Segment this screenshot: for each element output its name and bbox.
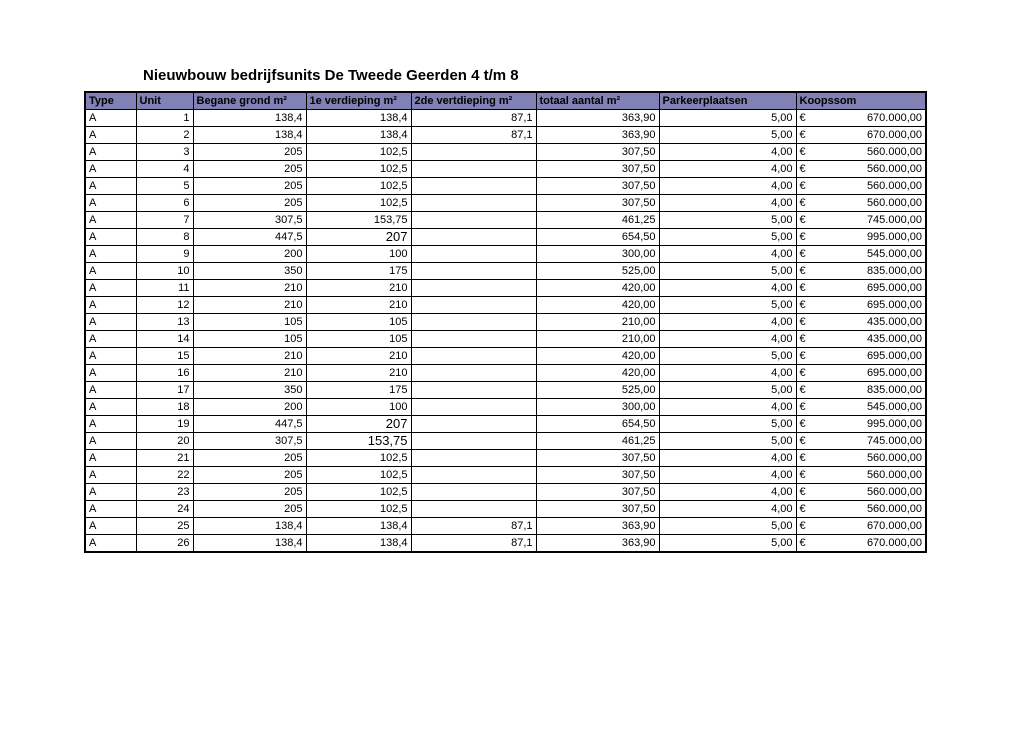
cell-2de-verdieping — [411, 450, 536, 467]
cell-type: A — [85, 416, 136, 433]
cell-unit: 26 — [136, 535, 193, 553]
cell-type: A — [85, 263, 136, 280]
euro-symbol: € — [799, 537, 806, 549]
euro-symbol: € — [799, 520, 806, 532]
cell-begane-grond: 138,4 — [193, 518, 306, 535]
cell-totaal: 525,00 — [536, 382, 659, 399]
cell-1e-verdieping: 105 — [306, 331, 411, 348]
cell-parkeerplaatsen: 5,00 — [659, 433, 796, 450]
table-row — [85, 348, 926, 365]
cell-1e-verdieping: 207 — [306, 416, 411, 433]
table-row — [85, 331, 926, 348]
koopsom-amount: 560.000,00 — [866, 163, 922, 175]
table-row — [85, 433, 926, 450]
cell-2de-verdieping — [411, 161, 536, 178]
cell-2de-verdieping: 87,1 — [411, 535, 536, 553]
table-row — [85, 416, 926, 433]
cell-parkeerplaatsen: 4,00 — [659, 280, 796, 297]
cell-2de-verdieping — [411, 399, 536, 416]
cell-begane-grond: 200 — [193, 246, 306, 263]
koopsom-amount: 435.000,00 — [866, 316, 922, 328]
table-row — [85, 518, 926, 535]
euro-symbol: € — [799, 129, 806, 141]
euro-symbol: € — [799, 265, 806, 277]
euro-symbol: € — [799, 350, 806, 362]
cell-1e-verdieping: 102,5 — [306, 450, 411, 467]
cell-begane-grond: 447,5 — [193, 416, 306, 433]
cell-totaal: 307,50 — [536, 484, 659, 501]
cell-1e-verdieping: 153,75 — [306, 433, 411, 450]
cell-type: A — [85, 467, 136, 484]
euro-symbol: € — [799, 214, 806, 226]
euro-symbol: € — [799, 146, 806, 158]
cell-koopsom — [796, 127, 926, 144]
cell-totaal: 307,50 — [536, 195, 659, 212]
cell-koopsom — [796, 144, 926, 161]
cell-koopsom — [796, 195, 926, 212]
koopsom-amount: 695.000,00 — [866, 367, 922, 379]
table-row — [85, 297, 926, 314]
koopsom-amount: 560.000,00 — [866, 146, 922, 158]
table-row — [85, 280, 926, 297]
cell-type: A — [85, 314, 136, 331]
cell-totaal: 654,50 — [536, 416, 659, 433]
cell-1e-verdieping: 102,5 — [306, 161, 411, 178]
cell-2de-verdieping — [411, 246, 536, 263]
cell-1e-verdieping: 102,5 — [306, 178, 411, 195]
cell-1e-verdieping: 102,5 — [306, 484, 411, 501]
cell-parkeerplaatsen: 5,00 — [659, 382, 796, 399]
cell-begane-grond: 205 — [193, 195, 306, 212]
cell-koopsom — [796, 501, 926, 518]
cell-koopsom — [796, 229, 926, 246]
cell-begane-grond: 205 — [193, 484, 306, 501]
cell-parkeerplaatsen: 4,00 — [659, 178, 796, 195]
table-row — [85, 450, 926, 467]
cell-2de-verdieping — [411, 433, 536, 450]
cell-parkeerplaatsen: 5,00 — [659, 518, 796, 535]
cell-begane-grond: 350 — [193, 382, 306, 399]
koopsom-amount: 560.000,00 — [866, 503, 922, 515]
euro-symbol: € — [799, 435, 806, 447]
cell-2de-verdieping: 87,1 — [411, 110, 536, 127]
cell-parkeerplaatsen: 4,00 — [659, 450, 796, 467]
cell-unit: 3 — [136, 144, 193, 161]
cell-koopsom — [796, 399, 926, 416]
cell-totaal: 420,00 — [536, 348, 659, 365]
table-row — [85, 382, 926, 399]
table-body — [85, 110, 926, 553]
cell-totaal: 525,00 — [536, 263, 659, 280]
cell-1e-verdieping: 210 — [306, 297, 411, 314]
cell-1e-verdieping: 102,5 — [306, 144, 411, 161]
koopsom-amount: 670.000,00 — [866, 537, 922, 549]
cell-unit: 20 — [136, 433, 193, 450]
cell-totaal: 300,00 — [536, 246, 659, 263]
euro-symbol: € — [799, 282, 806, 294]
cell-2de-verdieping — [411, 484, 536, 501]
cell-totaal: 307,50 — [536, 501, 659, 518]
table-row — [85, 467, 926, 484]
cell-koopsom — [796, 297, 926, 314]
cell-2de-verdieping — [411, 280, 536, 297]
page-title: Nieuwbouw bedrijfsunits De Tweede Geerden 4 t/m 8 — [143, 67, 519, 84]
units-table — [84, 91, 927, 553]
cell-2de-verdieping — [411, 501, 536, 518]
cell-parkeerplaatsen: 4,00 — [659, 467, 796, 484]
cell-koopsom — [796, 246, 926, 263]
cell-begane-grond: 307,5 — [193, 212, 306, 229]
cell-1e-verdieping: 102,5 — [306, 467, 411, 484]
cell-totaal: 420,00 — [536, 280, 659, 297]
cell-1e-verdieping: 175 — [306, 263, 411, 280]
cell-1e-verdieping: 100 — [306, 399, 411, 416]
cell-type: A — [85, 484, 136, 501]
cell-begane-grond: 205 — [193, 501, 306, 518]
column-header-1e-verdieping: 1e verdieping m² — [306, 92, 411, 110]
euro-symbol: € — [799, 367, 806, 379]
cell-begane-grond: 138,4 — [193, 535, 306, 553]
cell-parkeerplaatsen: 4,00 — [659, 314, 796, 331]
cell-unit: 1 — [136, 110, 193, 127]
cell-2de-verdieping: 87,1 — [411, 518, 536, 535]
koopsom-amount: 670.000,00 — [866, 129, 922, 141]
euro-symbol: € — [799, 333, 806, 345]
koopsom-amount: 695.000,00 — [866, 282, 922, 294]
cell-type: A — [85, 501, 136, 518]
euro-symbol: € — [799, 486, 806, 498]
koopsom-amount: 560.000,00 — [866, 486, 922, 498]
cell-2de-verdieping — [411, 178, 536, 195]
cell-1e-verdieping: 138,4 — [306, 518, 411, 535]
cell-2de-verdieping: 87,1 — [411, 127, 536, 144]
cell-unit: 9 — [136, 246, 193, 263]
cell-type: A — [85, 110, 136, 127]
euro-symbol: € — [799, 197, 806, 209]
cell-2de-verdieping — [411, 365, 536, 382]
cell-parkeerplaatsen: 4,00 — [659, 246, 796, 263]
cell-unit: 7 — [136, 212, 193, 229]
cell-type: A — [85, 195, 136, 212]
cell-totaal: 210,00 — [536, 331, 659, 348]
cell-begane-grond: 138,4 — [193, 110, 306, 127]
cell-totaal: 307,50 — [536, 161, 659, 178]
cell-parkeerplaatsen: 4,00 — [659, 331, 796, 348]
cell-unit: 2 — [136, 127, 193, 144]
cell-parkeerplaatsen: 4,00 — [659, 365, 796, 382]
cell-unit: 24 — [136, 501, 193, 518]
table-row — [85, 144, 926, 161]
cell-type: A — [85, 297, 136, 314]
cell-totaal: 307,50 — [536, 450, 659, 467]
table-row — [85, 263, 926, 280]
cell-1e-verdieping: 138,4 — [306, 110, 411, 127]
column-header-koopssom: Koopssom — [796, 92, 926, 110]
cell-2de-verdieping — [411, 348, 536, 365]
cell-1e-verdieping: 153,75 — [306, 212, 411, 229]
euro-symbol: € — [799, 299, 806, 311]
cell-begane-grond: 205 — [193, 467, 306, 484]
cell-2de-verdieping — [411, 229, 536, 246]
cell-unit: 5 — [136, 178, 193, 195]
cell-koopsom — [796, 110, 926, 127]
cell-koopsom — [796, 535, 926, 553]
cell-parkeerplaatsen: 5,00 — [659, 229, 796, 246]
units-table-container — [84, 91, 927, 553]
cell-type: A — [85, 535, 136, 553]
koopsom-amount: 435.000,00 — [866, 333, 922, 345]
cell-unit: 18 — [136, 399, 193, 416]
cell-koopsom — [796, 280, 926, 297]
table-row — [85, 195, 926, 212]
table-row — [85, 178, 926, 195]
cell-2de-verdieping — [411, 467, 536, 484]
euro-symbol: € — [799, 384, 806, 396]
cell-koopsom — [796, 382, 926, 399]
cell-2de-verdieping — [411, 314, 536, 331]
table-row — [85, 127, 926, 144]
cell-type: A — [85, 178, 136, 195]
cell-unit: 8 — [136, 229, 193, 246]
euro-symbol: € — [799, 163, 806, 175]
table-row — [85, 535, 926, 553]
cell-begane-grond: 210 — [193, 280, 306, 297]
euro-symbol: € — [799, 503, 806, 515]
cell-parkeerplaatsen: 4,00 — [659, 501, 796, 518]
table-row — [85, 501, 926, 518]
euro-symbol: € — [799, 418, 806, 430]
cell-1e-verdieping: 100 — [306, 246, 411, 263]
cell-2de-verdieping — [411, 195, 536, 212]
cell-koopsom — [796, 467, 926, 484]
cell-begane-grond: 210 — [193, 297, 306, 314]
cell-totaal: 654,50 — [536, 229, 659, 246]
euro-symbol: € — [799, 452, 806, 464]
cell-unit: 12 — [136, 297, 193, 314]
table-row — [85, 399, 926, 416]
cell-totaal: 307,50 — [536, 467, 659, 484]
cell-parkeerplaatsen: 5,00 — [659, 348, 796, 365]
cell-type: A — [85, 433, 136, 450]
cell-koopsom — [796, 450, 926, 467]
cell-1e-verdieping: 102,5 — [306, 195, 411, 212]
cell-begane-grond: 307,5 — [193, 433, 306, 450]
cell-type: A — [85, 331, 136, 348]
koopsom-amount: 560.000,00 — [866, 469, 922, 481]
cell-2de-verdieping — [411, 382, 536, 399]
cell-unit: 23 — [136, 484, 193, 501]
column-header-parkeerplaatsen: Parkeerplaatsen — [659, 92, 796, 110]
cell-1e-verdieping: 207 — [306, 229, 411, 246]
cell-begane-grond: 350 — [193, 263, 306, 280]
column-header-unit: Unit — [136, 92, 193, 110]
euro-symbol: € — [799, 112, 806, 124]
cell-type: A — [85, 365, 136, 382]
table-row — [85, 314, 926, 331]
cell-koopsom — [796, 348, 926, 365]
koopsom-amount: 560.000,00 — [866, 452, 922, 464]
cell-1e-verdieping: 138,4 — [306, 127, 411, 144]
cell-1e-verdieping: 102,5 — [306, 501, 411, 518]
cell-totaal: 420,00 — [536, 365, 659, 382]
column-header-totaal: totaal aantal m² — [536, 92, 659, 110]
koopsom-amount: 670.000,00 — [866, 520, 922, 532]
cell-type: A — [85, 280, 136, 297]
euro-symbol: € — [799, 316, 806, 328]
cell-1e-verdieping: 210 — [306, 280, 411, 297]
cell-parkeerplaatsen: 4,00 — [659, 484, 796, 501]
cell-begane-grond: 205 — [193, 161, 306, 178]
cell-parkeerplaatsen: 5,00 — [659, 297, 796, 314]
cell-totaal: 420,00 — [536, 297, 659, 314]
cell-parkeerplaatsen: 5,00 — [659, 535, 796, 553]
cell-type: A — [85, 127, 136, 144]
cell-totaal: 300,00 — [536, 399, 659, 416]
cell-totaal: 307,50 — [536, 144, 659, 161]
koopsom-amount: 835.000,00 — [866, 384, 922, 396]
euro-symbol: € — [799, 231, 806, 243]
cell-parkeerplaatsen: 5,00 — [659, 416, 796, 433]
koopsom-amount: 545.000,00 — [866, 401, 922, 413]
euro-symbol: € — [799, 401, 806, 413]
euro-symbol: € — [799, 248, 806, 260]
cell-unit: 13 — [136, 314, 193, 331]
cell-koopsom — [796, 518, 926, 535]
cell-begane-grond: 205 — [193, 450, 306, 467]
cell-totaal: 363,90 — [536, 127, 659, 144]
cell-parkeerplaatsen: 4,00 — [659, 195, 796, 212]
table-header-row — [85, 92, 926, 110]
cell-begane-grond: 105 — [193, 314, 306, 331]
cell-begane-grond: 105 — [193, 331, 306, 348]
cell-unit: 17 — [136, 382, 193, 399]
koopsom-amount: 560.000,00 — [866, 197, 922, 209]
cell-begane-grond: 210 — [193, 365, 306, 382]
column-header-begane-grond: Begane grond m² — [193, 92, 306, 110]
cell-parkeerplaatsen: 5,00 — [659, 110, 796, 127]
cell-1e-verdieping: 210 — [306, 348, 411, 365]
cell-parkeerplaatsen: 5,00 — [659, 263, 796, 280]
cell-unit: 22 — [136, 467, 193, 484]
cell-parkeerplaatsen: 4,00 — [659, 161, 796, 178]
cell-unit: 14 — [136, 331, 193, 348]
cell-unit: 16 — [136, 365, 193, 382]
koopsom-amount: 695.000,00 — [866, 299, 922, 311]
cell-parkeerplaatsen: 4,00 — [659, 144, 796, 161]
cell-begane-grond: 447,5 — [193, 229, 306, 246]
cell-1e-verdieping: 105 — [306, 314, 411, 331]
cell-parkeerplaatsen: 5,00 — [659, 212, 796, 229]
cell-type: A — [85, 212, 136, 229]
cell-unit: 11 — [136, 280, 193, 297]
cell-type: A — [85, 450, 136, 467]
table-row — [85, 212, 926, 229]
table-row — [85, 246, 926, 263]
koopsom-amount: 745.000,00 — [866, 214, 922, 226]
cell-koopsom — [796, 263, 926, 280]
cell-totaal: 363,90 — [536, 110, 659, 127]
cell-koopsom — [796, 178, 926, 195]
koopsom-amount: 560.000,00 — [866, 180, 922, 192]
column-header-type: Type — [85, 92, 136, 110]
cell-unit: 21 — [136, 450, 193, 467]
cell-type: A — [85, 382, 136, 399]
table-row — [85, 229, 926, 246]
cell-2de-verdieping — [411, 212, 536, 229]
cell-type: A — [85, 246, 136, 263]
cell-2de-verdieping — [411, 416, 536, 433]
cell-koopsom — [796, 161, 926, 178]
cell-begane-grond: 205 — [193, 178, 306, 195]
koopsom-amount: 695.000,00 — [866, 350, 922, 362]
cell-koopsom — [796, 212, 926, 229]
cell-totaal: 363,90 — [536, 535, 659, 553]
table-row — [85, 161, 926, 178]
cell-2de-verdieping — [411, 263, 536, 280]
cell-totaal: 461,25 — [536, 433, 659, 450]
koopsom-amount: 995.000,00 — [866, 418, 922, 430]
cell-totaal: 307,50 — [536, 178, 659, 195]
cell-type: A — [85, 229, 136, 246]
euro-symbol: € — [799, 469, 806, 481]
cell-type: A — [85, 144, 136, 161]
cell-unit: 15 — [136, 348, 193, 365]
cell-koopsom — [796, 433, 926, 450]
cell-1e-verdieping: 138,4 — [306, 535, 411, 553]
table-row — [85, 365, 926, 382]
table-row — [85, 110, 926, 127]
table-row — [85, 484, 926, 501]
euro-symbol: € — [799, 180, 806, 192]
cell-type: A — [85, 518, 136, 535]
cell-unit: 19 — [136, 416, 193, 433]
cell-totaal: 363,90 — [536, 518, 659, 535]
koopsom-amount: 995.000,00 — [866, 231, 922, 243]
cell-koopsom — [796, 484, 926, 501]
cell-1e-verdieping: 175 — [306, 382, 411, 399]
cell-unit: 4 — [136, 161, 193, 178]
column-header-2de-verdieping: 2de vertdieping m² — [411, 92, 536, 110]
koopsom-amount: 745.000,00 — [866, 435, 922, 447]
cell-parkeerplaatsen: 4,00 — [659, 399, 796, 416]
cell-type: A — [85, 348, 136, 365]
cell-1e-verdieping: 210 — [306, 365, 411, 382]
cell-koopsom — [796, 416, 926, 433]
cell-2de-verdieping — [411, 297, 536, 314]
cell-begane-grond: 200 — [193, 399, 306, 416]
koopsom-amount: 670.000,00 — [866, 112, 922, 124]
cell-unit: 25 — [136, 518, 193, 535]
cell-begane-grond: 205 — [193, 144, 306, 161]
cell-totaal: 461,25 — [536, 212, 659, 229]
cell-koopsom — [796, 331, 926, 348]
cell-parkeerplaatsen: 5,00 — [659, 127, 796, 144]
cell-type: A — [85, 399, 136, 416]
cell-koopsom — [796, 365, 926, 382]
cell-totaal: 210,00 — [536, 314, 659, 331]
koopsom-amount: 835.000,00 — [866, 265, 922, 277]
cell-unit: 10 — [136, 263, 193, 280]
cell-koopsom — [796, 314, 926, 331]
cell-begane-grond: 138,4 — [193, 127, 306, 144]
koopsom-amount: 545.000,00 — [866, 248, 922, 260]
cell-unit: 6 — [136, 195, 193, 212]
cell-2de-verdieping — [411, 144, 536, 161]
cell-begane-grond: 210 — [193, 348, 306, 365]
cell-2de-verdieping — [411, 331, 536, 348]
cell-type: A — [85, 161, 136, 178]
